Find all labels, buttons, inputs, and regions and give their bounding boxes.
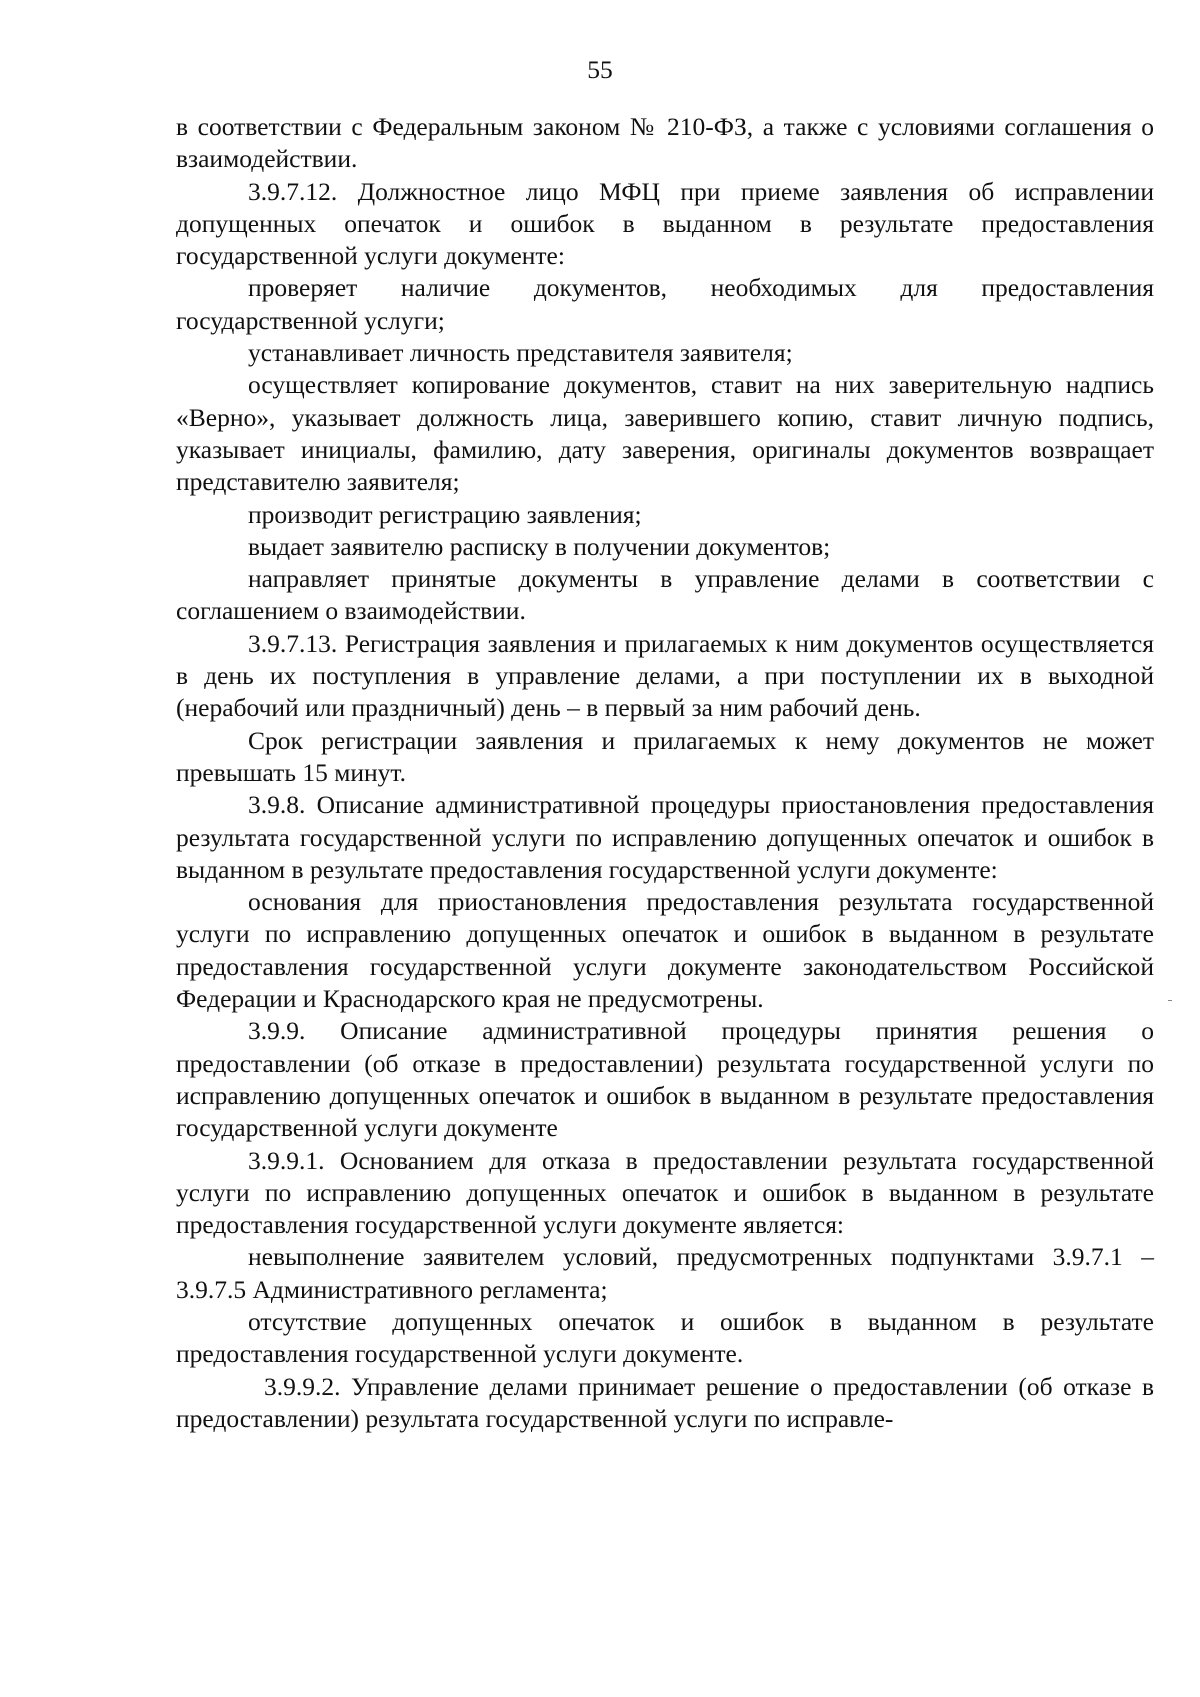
document-body: [176, 111, 1154, 1435]
scan-edge-mark: [1168, 1000, 1172, 1001]
paragraph-suspension-grounds: основания для приостановления предоставления результата государственной услуги по исправлению допущенных опечаток и ошибок в выданном в результате предоставления государственной услуги документе законодательством Российской Федерации и Краснодарского края не предусмотрены.: [176, 887, 1154, 1014]
list-item-issue-receipt: выдает заявителю расписку в получении документов;: [248, 531, 831, 561]
list-item-identify-representative: устанавливает личность представителя заявителя;: [248, 338, 793, 368]
paragraph-continuation: в соответствии с Федеральным законом № 210-ФЗ, а также с условиями соглашения о взаимодействии.: [176, 112, 1154, 174]
paragraph-3-9-9: 3.9.9. Описание административной процедуры принятия решения о предоставлении (об отказе в предоставлении) результата государственной услуги по исправлению допущенных опечаток и ошибок в выданном в результате предоставления государственной услуги документе: [176, 1016, 1154, 1143]
paragraph-3-9-8: 3.9.8. Описание административной процедуры приостановления предоставления результата государственной услуги по исправлению допущенных опечаток и ошибок в выданном в результате предоставления государственной услуги документе:: [176, 790, 1154, 884]
list-item-conditions-not-met: невыполнение заявителем условий, предусмотренных подпунктами 3.9.7.1 – 3.9.7.5 Административного регламента;: [176, 1242, 1154, 1304]
list-item-register-application: производит регистрацию заявления;: [248, 499, 642, 529]
page-number: 55: [587, 55, 613, 84]
paragraph-3-9-7-12: 3.9.7.12. Должностное лицо МФЦ при приеме заявления об исправлении допущенных опечаток и ошибок в выданном в результате предоставления государственной услуги документе:: [176, 176, 1154, 271]
paragraph-3-9-9-2: 3.9.9.2. Управление делами принимает решение о предоставлении (об отказе в предоставлении) результата государственной услуги по исправле-: [176, 1371, 1154, 1433]
list-item-send-documents: направляет принятые документы в управление делами в соответствии с соглашением о взаимодействии.: [176, 564, 1154, 626]
list-item-copy-documents: осуществляет копирование документов, ставит на них заверительную надпись «Верно», указывает должность лица, заверившего копию, ставит личную подпись, указывает инициалы, фамилию, дату заверения, оригиналы документов возвращает представителю заявителя;: [176, 370, 1154, 497]
list-item-check-documents: проверяет наличие документов, необходимых для предоставления государственной услуги;: [176, 273, 1154, 335]
list-item-no-errors: отсутствие допущенных опечаток и ошибок в выданном в результате предоставления государственной услуги документе.: [176, 1306, 1154, 1369]
paragraph-registration-term: Срок регистрации заявления и прилагаемых к нему документов не может превышать 15 минут.: [176, 725, 1154, 787]
paragraph-3-9-9-1: 3.9.9.1. Основанием для отказа в предоставлении результата государственной услуги по исправлению допущенных опечаток и ошибок в выданном в результате предоставления государственной услуги документе является:: [176, 1145, 1154, 1240]
paragraph-3-9-7-13: 3.9.7.13. Регистрация заявления и прилагаемых к ним документов осуществляется в день их поступления в управление делами, а при поступлении их в выходной (нерабочий или праздничный) день – в первый за ним рабочий день.: [176, 628, 1154, 723]
